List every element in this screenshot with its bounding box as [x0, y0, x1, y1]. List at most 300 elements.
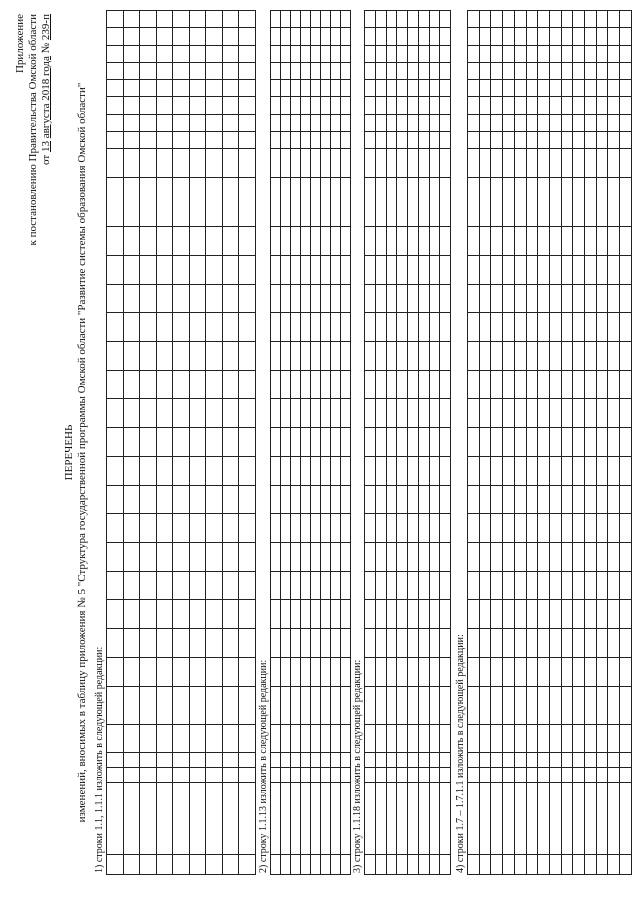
table-cell — [331, 28, 341, 45]
table-cell — [573, 227, 585, 256]
table-section-4 — [467, 10, 632, 875]
table-cell — [189, 768, 206, 783]
table-cell — [468, 753, 480, 768]
table-cell — [620, 600, 632, 629]
table-cell — [608, 428, 620, 457]
table-cell — [341, 753, 351, 768]
table-cell — [514, 177, 526, 226]
table-cell — [341, 255, 351, 284]
table-cell — [107, 45, 124, 62]
table-cell — [397, 629, 408, 658]
table-cell — [281, 255, 291, 284]
table-cell — [222, 370, 239, 399]
table-cell — [620, 370, 632, 399]
table-cell — [440, 62, 451, 79]
table-cell — [321, 97, 331, 114]
table-cell — [573, 62, 585, 79]
table-cell — [222, 62, 239, 79]
table-cell — [514, 629, 526, 658]
table-cell — [491, 62, 503, 79]
table-cell — [491, 783, 503, 855]
table-cell — [331, 45, 341, 62]
table-cell — [479, 428, 491, 457]
table-cell — [585, 255, 597, 284]
table-cell — [281, 97, 291, 114]
table-cell — [440, 131, 451, 148]
table-cell — [291, 485, 301, 514]
table-cell — [538, 456, 550, 485]
table-cell — [418, 657, 429, 686]
table-row — [514, 11, 526, 875]
table-cell — [331, 11, 341, 28]
table-cell — [173, 97, 190, 114]
table-cell — [549, 114, 561, 131]
table-cell — [206, 485, 223, 514]
table-cell — [173, 428, 190, 457]
table-cell — [596, 768, 608, 783]
table-cell — [596, 255, 608, 284]
table-cell — [386, 783, 397, 855]
table-cell — [620, 28, 632, 45]
table-cell — [173, 255, 190, 284]
table-cell — [341, 514, 351, 543]
table-cell — [107, 629, 124, 658]
table-cell — [440, 114, 451, 131]
table-cell — [608, 485, 620, 514]
table-cell — [479, 149, 491, 178]
table-cell — [375, 177, 386, 226]
table-cell — [156, 370, 173, 399]
table-cell — [479, 724, 491, 753]
table-cell — [123, 255, 140, 284]
table-cell — [140, 284, 157, 313]
table-cell — [549, 97, 561, 114]
table-cell — [281, 177, 291, 226]
table-cell — [526, 114, 538, 131]
table-cell — [375, 399, 386, 428]
table-cell — [331, 227, 341, 256]
table-cell — [491, 114, 503, 131]
table-cell — [107, 783, 124, 855]
table-cell — [561, 255, 573, 284]
table-cell — [573, 284, 585, 313]
table-cell — [107, 370, 124, 399]
table-cell — [386, 227, 397, 256]
table-cell — [561, 45, 573, 62]
table-cell — [514, 313, 526, 342]
document-subtitle: изменений, вносимых в таблицу приложения № 5 "Структура государственной программы Омской области "Развитие системы образования Омской области" — [76, 82, 88, 823]
table-cell — [331, 399, 341, 428]
table-section-2 — [270, 10, 351, 875]
table-cell — [140, 428, 157, 457]
table-cell — [321, 149, 331, 178]
table-cell — [281, 600, 291, 629]
table-cell — [206, 370, 223, 399]
table-cell — [549, 62, 561, 79]
table-cell — [156, 753, 173, 768]
table-cell — [341, 45, 351, 62]
table-cell — [365, 686, 376, 724]
table-cell — [189, 80, 206, 97]
table-cell — [173, 131, 190, 148]
table-cell — [408, 97, 419, 114]
table-cell — [173, 62, 190, 79]
table-cell — [573, 686, 585, 724]
table-cell — [418, 485, 429, 514]
table-cell — [549, 600, 561, 629]
table-cell — [386, 768, 397, 783]
table-cell — [468, 45, 480, 62]
table-cell — [491, 255, 503, 284]
table-cell — [549, 131, 561, 148]
table-cell — [123, 543, 140, 572]
table-cell — [331, 768, 341, 783]
table-cell — [271, 753, 281, 768]
table-cell — [468, 11, 480, 28]
table-cell — [397, 724, 408, 753]
table-cell — [608, 177, 620, 226]
table-cell — [503, 11, 515, 28]
table-cell — [206, 629, 223, 658]
table-row — [440, 11, 451, 875]
table-cell — [479, 753, 491, 768]
table-cell — [491, 97, 503, 114]
table-cell — [468, 284, 480, 313]
table-cell — [538, 177, 550, 226]
table-cell — [479, 783, 491, 855]
table-cell — [561, 686, 573, 724]
table-cell — [418, 177, 429, 226]
table-cell — [311, 313, 321, 342]
table-cell — [222, 485, 239, 514]
table-cell — [585, 753, 597, 768]
table-cell — [620, 629, 632, 658]
table-cell — [418, 342, 429, 371]
table-cell — [620, 114, 632, 131]
table-cell — [107, 571, 124, 600]
table-row — [429, 11, 440, 875]
table-cell — [549, 149, 561, 178]
table-cell — [491, 768, 503, 783]
table-cell — [239, 543, 256, 572]
table-cell — [620, 428, 632, 457]
table-cell — [281, 370, 291, 399]
table-cell — [321, 28, 331, 45]
table-cell — [173, 313, 190, 342]
table-cell — [503, 399, 515, 428]
table-cell — [608, 543, 620, 572]
table-cell — [301, 399, 311, 428]
table-cell — [408, 45, 419, 62]
table-cell — [271, 313, 281, 342]
table-cell — [468, 657, 480, 686]
table-cell — [341, 600, 351, 629]
table-cell — [156, 11, 173, 28]
table-cell — [271, 149, 281, 178]
table-cell — [206, 571, 223, 600]
table-cell — [408, 543, 419, 572]
table-cell — [538, 28, 550, 45]
table-cell — [189, 45, 206, 62]
table-cell — [468, 255, 480, 284]
table-cell — [189, 600, 206, 629]
table-cell — [123, 724, 140, 753]
table-cell — [365, 399, 376, 428]
table-cell — [271, 428, 281, 457]
table-cell — [596, 284, 608, 313]
table-cell — [514, 131, 526, 148]
table-cell — [206, 62, 223, 79]
table-cell — [468, 783, 480, 855]
table-cell — [123, 45, 140, 62]
table-cell — [321, 131, 331, 148]
table-cell — [538, 97, 550, 114]
table-cell — [311, 177, 321, 226]
table-cell — [123, 399, 140, 428]
table-cell — [331, 783, 341, 855]
table-cell — [596, 399, 608, 428]
table-cell — [156, 456, 173, 485]
table-cell — [514, 686, 526, 724]
table-cell — [573, 629, 585, 658]
table-cell — [561, 313, 573, 342]
table-cell — [271, 514, 281, 543]
table-cell — [206, 768, 223, 783]
table-cell — [281, 149, 291, 178]
table-cell — [156, 227, 173, 256]
table-cell — [365, 62, 376, 79]
table-cell — [321, 456, 331, 485]
table-cell — [596, 227, 608, 256]
table-cell — [503, 114, 515, 131]
table-cell — [538, 399, 550, 428]
table-cell — [561, 485, 573, 514]
table-cell — [620, 149, 632, 178]
table-cell — [386, 114, 397, 131]
table-cell — [375, 514, 386, 543]
table-cell — [281, 428, 291, 457]
table-cell — [526, 768, 538, 783]
table-cell — [206, 855, 223, 875]
table-cell — [386, 485, 397, 514]
table-cell — [526, 783, 538, 855]
table-cell — [107, 97, 124, 114]
table-cell — [156, 514, 173, 543]
table-cell — [479, 227, 491, 256]
table-cell — [140, 724, 157, 753]
table-cell — [189, 149, 206, 178]
table-cell — [331, 571, 341, 600]
table-cell — [301, 724, 311, 753]
table-cell — [189, 428, 206, 457]
table-cell — [173, 80, 190, 97]
table-cell — [189, 753, 206, 768]
table-cell — [375, 28, 386, 45]
table-cell — [375, 629, 386, 658]
table-cell — [239, 149, 256, 178]
table-cell — [418, 313, 429, 342]
table-cell — [281, 284, 291, 313]
table-cell — [440, 149, 451, 178]
table-cell — [375, 313, 386, 342]
table-cell — [341, 342, 351, 371]
table-row — [365, 11, 376, 875]
table-cell — [311, 45, 321, 62]
table-cell — [386, 80, 397, 97]
table-cell — [206, 131, 223, 148]
table-cell — [321, 724, 331, 753]
table-cell — [561, 227, 573, 256]
table-cell — [561, 284, 573, 313]
table-cell — [526, 456, 538, 485]
table-cell — [189, 342, 206, 371]
table-cell — [291, 313, 301, 342]
table-cell — [418, 80, 429, 97]
table-cell — [418, 399, 429, 428]
table-cell — [107, 313, 124, 342]
table-cell — [503, 370, 515, 399]
table-cell — [291, 255, 301, 284]
table-cell — [107, 28, 124, 45]
table-cell — [291, 571, 301, 600]
table-cell — [239, 370, 256, 399]
table-cell — [301, 131, 311, 148]
table-cell — [596, 28, 608, 45]
table-cell — [549, 313, 561, 342]
table-cell — [365, 485, 376, 514]
table-cell — [386, 855, 397, 875]
table-cell — [341, 313, 351, 342]
table-cell — [429, 753, 440, 768]
table-cell — [239, 768, 256, 783]
table-cell — [301, 514, 311, 543]
table-cell — [321, 657, 331, 686]
table-cell — [301, 114, 311, 131]
table-cell — [123, 342, 140, 371]
table-cell — [107, 686, 124, 724]
table-cell — [408, 456, 419, 485]
table-cell — [375, 686, 386, 724]
table-cell — [418, 629, 429, 658]
table-cell — [206, 114, 223, 131]
table-cell — [538, 514, 550, 543]
table-cell — [311, 657, 321, 686]
table-cell — [321, 62, 331, 79]
table-cell — [239, 284, 256, 313]
table-cell — [386, 571, 397, 600]
table-cell — [491, 370, 503, 399]
table-row — [173, 11, 190, 875]
table-cell — [561, 783, 573, 855]
table-cell — [561, 753, 573, 768]
table-cell — [549, 45, 561, 62]
table-cell — [429, 370, 440, 399]
table-cell — [321, 514, 331, 543]
table-cell — [620, 399, 632, 428]
table-cell — [271, 399, 281, 428]
table-cell — [397, 485, 408, 514]
table-cell — [418, 97, 429, 114]
table-cell — [479, 45, 491, 62]
table-cell — [375, 255, 386, 284]
table-cell — [386, 686, 397, 724]
table-cell — [608, 313, 620, 342]
table-cell — [321, 399, 331, 428]
table-cell — [291, 28, 301, 45]
table-cell — [608, 11, 620, 28]
table-cell — [271, 28, 281, 45]
table-cell — [271, 629, 281, 658]
table-cell — [321, 768, 331, 783]
table-cell — [503, 753, 515, 768]
table-cell — [526, 177, 538, 226]
table-cell — [123, 600, 140, 629]
table-row — [620, 11, 632, 875]
table-cell — [311, 62, 321, 79]
table-cell — [503, 571, 515, 600]
table-cell — [271, 131, 281, 148]
table-cell — [123, 783, 140, 855]
table-cell — [620, 97, 632, 114]
table-cell — [418, 600, 429, 629]
table-cell — [418, 543, 429, 572]
table-cell — [222, 177, 239, 226]
table-cell — [386, 399, 397, 428]
table-cell — [514, 62, 526, 79]
table-cell — [526, 629, 538, 658]
table-cell — [365, 428, 376, 457]
table-cell — [271, 227, 281, 256]
table-cell — [331, 313, 341, 342]
table-cell — [365, 97, 376, 114]
table-cell — [375, 571, 386, 600]
table-cell — [620, 11, 632, 28]
table-cell — [281, 686, 291, 724]
table-cell — [620, 686, 632, 724]
table-cell — [291, 284, 301, 313]
table-cell — [239, 571, 256, 600]
table-cell — [173, 399, 190, 428]
table-cell — [271, 255, 281, 284]
table-cell — [561, 177, 573, 226]
table-cell — [156, 428, 173, 457]
table-cell — [397, 399, 408, 428]
table-cell — [239, 456, 256, 485]
table-cell — [479, 571, 491, 600]
table-cell — [561, 571, 573, 600]
table-cell — [503, 342, 515, 371]
table-cell — [341, 62, 351, 79]
table-cell — [573, 149, 585, 178]
table-cell — [331, 686, 341, 724]
table-cell — [206, 28, 223, 45]
table-cell — [311, 543, 321, 572]
table-cell — [222, 284, 239, 313]
table-cell — [585, 571, 597, 600]
table-cell — [596, 686, 608, 724]
table-cell — [239, 80, 256, 97]
table-cell — [301, 428, 311, 457]
table-cell — [596, 131, 608, 148]
table-cell — [301, 62, 311, 79]
table-cell — [585, 485, 597, 514]
table-cell — [526, 284, 538, 313]
table-cell — [418, 855, 429, 875]
table-cell — [418, 45, 429, 62]
table-cell — [239, 686, 256, 724]
document-title: ПЕРЕЧЕНЬ — [63, 424, 75, 481]
table-cell — [331, 753, 341, 768]
